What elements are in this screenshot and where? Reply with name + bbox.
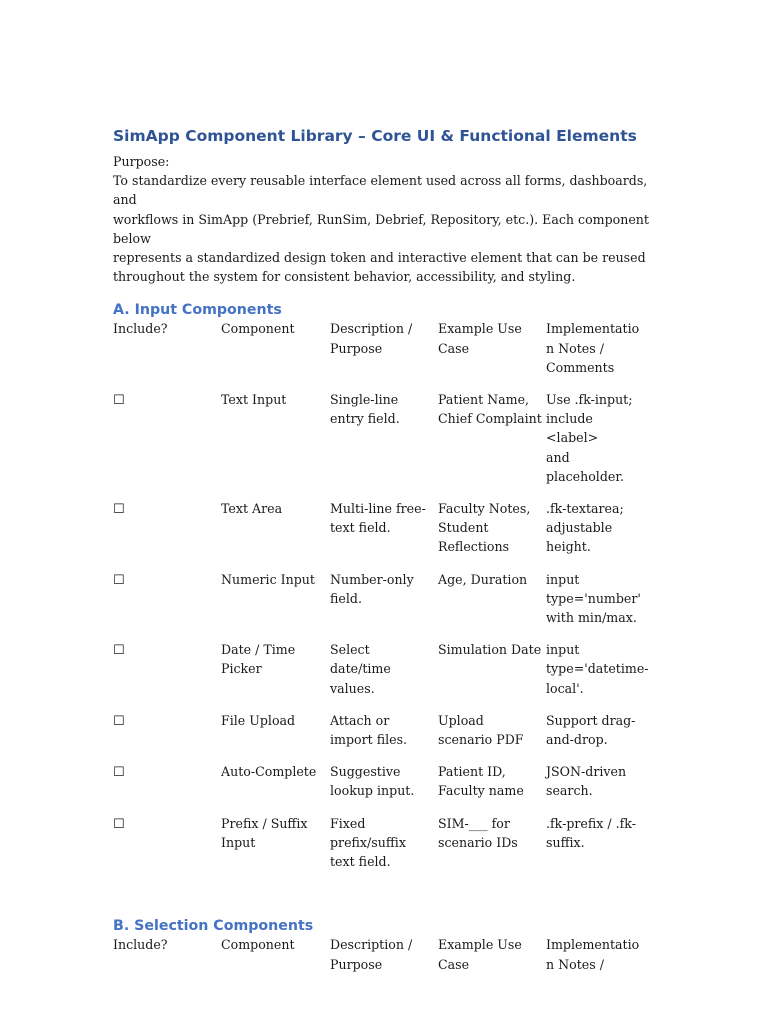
table-cell <box>330 570 438 628</box>
cell-line: with min/max. <box>546 610 637 626</box>
table-cell <box>221 711 330 749</box>
cell-line: .fk-textarea; <box>546 501 624 517</box>
cell-line: File Upload <box>221 712 296 728</box>
include-cell <box>113 711 221 749</box>
cell-line: n Notes / <box>546 956 604 972</box>
table-cell <box>546 390 646 486</box>
cell-line: Comments <box>546 359 615 375</box>
cell-line: Faculty name <box>438 783 524 799</box>
cell-line: Text Input <box>221 392 287 408</box>
cell-line: Upload <box>438 712 484 728</box>
cell-line: Picker <box>221 661 262 677</box>
cell-line: Implementatio <box>546 937 640 953</box>
cell-line: Reflections <box>438 539 510 555</box>
column-header <box>546 935 646 973</box>
table-cell <box>438 640 546 698</box>
include-checkbox[interactable]: ☐ <box>113 713 125 729</box>
include-checkbox[interactable]: ☐ <box>113 393 125 409</box>
cell-line: adjustable <box>546 520 613 536</box>
table-cell <box>438 570 546 628</box>
table-cell <box>221 570 330 628</box>
cell-line: placeholder. <box>546 468 624 484</box>
purpose-paragraph <box>113 171 658 286</box>
purpose-line: throughout the system for consistent behavior, accessibility, and styling. <box>113 269 576 285</box>
cell-line: local'. <box>546 680 584 696</box>
table-cell <box>438 762 546 800</box>
cell-line: and-drop. <box>546 732 608 748</box>
table-cell <box>438 390 546 486</box>
table-cell <box>221 762 330 800</box>
table-cell <box>330 762 438 800</box>
cell-line: lookup input. <box>330 783 415 799</box>
input-components-table <box>113 319 658 871</box>
cell-line: Patient Name, <box>438 392 530 408</box>
cell-line: Include? <box>113 321 168 337</box>
table-cell <box>546 499 646 557</box>
cell-line: Suggestive <box>330 764 401 780</box>
column-header <box>113 935 221 973</box>
cell-line: Date / Time <box>221 642 296 658</box>
cell-line: Select <box>330 642 370 658</box>
column-header <box>221 935 330 973</box>
cell-line: Faculty Notes, <box>438 501 531 517</box>
cell-line: Auto-Complete <box>221 764 317 780</box>
purpose-line: To standardize every reusable interface element used across all forms, dashboards, and <box>113 173 648 208</box>
table-row <box>113 762 658 800</box>
cell-line: field. <box>330 590 362 606</box>
cell-line: input <box>546 642 580 658</box>
cell-line: n Notes / <box>546 340 604 356</box>
cell-line: Case <box>438 956 470 972</box>
cell-line: Description / <box>330 937 413 953</box>
column-header <box>221 319 330 377</box>
include-cell <box>113 640 221 698</box>
table-cell <box>546 711 646 749</box>
table-row <box>113 570 658 628</box>
cell-line: scenario IDs <box>438 834 518 850</box>
table-cell <box>438 814 546 872</box>
cell-line: Attach or <box>330 712 390 728</box>
table-row <box>113 390 658 486</box>
cell-line: Chief Complaint <box>438 411 542 427</box>
table-cell <box>546 640 649 698</box>
section-b-heading: B. Selection Components <box>113 918 314 935</box>
cell-line: Implementatio <box>546 321 640 337</box>
table-cell <box>221 640 330 698</box>
table-header-row <box>113 319 658 377</box>
cell-line: Support drag- <box>546 712 636 728</box>
table-cell <box>221 499 330 557</box>
cell-line: Numeric Input <box>221 571 315 587</box>
table-cell <box>546 570 646 628</box>
table-header-row <box>113 935 658 973</box>
purpose-label: Purpose: <box>113 154 170 169</box>
cell-line: Use .fk-input; <box>546 392 633 408</box>
cell-line: Component <box>221 937 295 953</box>
table-row <box>113 499 658 557</box>
table-cell <box>330 499 438 557</box>
table-cell <box>546 762 646 800</box>
selection-components-table <box>113 935 658 973</box>
cell-line: Example Use <box>438 937 522 953</box>
include-cell <box>113 570 221 628</box>
include-checkbox[interactable]: ☐ <box>113 643 125 659</box>
table-cell <box>221 814 330 872</box>
cell-line: Component <box>221 321 295 337</box>
purpose-line: represents a standardized design token and interactive element that can be reused <box>113 250 646 266</box>
cell-line: type='number' <box>546 590 641 606</box>
column-header <box>330 319 438 377</box>
cell-line: Age, Duration <box>438 571 528 587</box>
cell-line: Include? <box>113 937 168 953</box>
cell-line: .fk-prefix / .fk- <box>546 815 636 831</box>
table-cell <box>330 711 438 749</box>
column-header <box>113 319 221 377</box>
cell-line: Input <box>221 834 256 850</box>
table-row <box>113 814 658 872</box>
cell-line: Purpose <box>330 340 383 356</box>
column-header <box>546 319 646 377</box>
include-cell <box>113 814 221 872</box>
include-cell <box>113 762 221 800</box>
cell-line: text field. <box>330 854 391 870</box>
cell-line: Simulation Date <box>438 642 542 658</box>
cell-line: Case <box>438 340 470 356</box>
cell-line: Prefix / Suffix <box>221 815 308 831</box>
table-row <box>113 640 658 698</box>
table-cell <box>330 814 438 872</box>
cell-line: entry field. <box>330 411 400 427</box>
table-cell <box>330 390 438 486</box>
cell-line: Number-only <box>330 571 414 587</box>
table-cell <box>438 499 546 557</box>
column-header <box>330 935 438 973</box>
table-cell <box>438 711 546 749</box>
cell-line: JSON-driven <box>546 764 627 780</box>
cell-line: Student <box>438 520 489 536</box>
cell-line: Multi-line free- <box>330 501 426 517</box>
cell-line: import files. <box>330 732 408 748</box>
include-cell <box>113 499 221 557</box>
column-header <box>438 935 546 973</box>
cell-line: date/time <box>330 661 391 677</box>
cell-line: input <box>546 571 580 587</box>
include-checkbox[interactable]: ☐ <box>113 816 125 832</box>
section-a-heading: A. Input Components <box>113 302 282 319</box>
document-content <box>113 126 658 974</box>
include-checkbox[interactable]: ☐ <box>113 765 125 781</box>
include-cell <box>113 390 221 486</box>
cell-line: values. <box>330 680 375 696</box>
cell-line: Example Use <box>438 321 522 337</box>
include-checkbox[interactable]: ☐ <box>113 502 125 518</box>
document-title: SimApp Component Library – Core UI & Functional Elements <box>113 127 637 145</box>
cell-line: include <label> <box>546 411 599 446</box>
include-checkbox[interactable]: ☐ <box>113 572 125 588</box>
cell-line: Description / <box>330 321 413 337</box>
cell-line: prefix/suffix <box>330 834 406 850</box>
table-cell <box>221 390 330 486</box>
cell-line: search. <box>546 783 593 799</box>
cell-line: Patient ID, <box>438 764 506 780</box>
cell-line: height. <box>546 539 591 555</box>
cell-line: scenario PDF <box>438 732 524 748</box>
cell-line: Single-line <box>330 392 399 408</box>
cell-line: Fixed <box>330 815 366 831</box>
table-cell <box>546 814 646 872</box>
cell-line: text field. <box>330 520 391 536</box>
cell-line: Purpose <box>330 956 383 972</box>
table-cell <box>330 640 438 698</box>
column-header <box>438 319 546 377</box>
table-row <box>113 711 658 749</box>
cell-line: suffix. <box>546 834 585 850</box>
cell-line: SIM-___ for <box>438 815 510 831</box>
cell-line: Text Area <box>221 501 283 517</box>
purpose-line: workflows in SimApp (Prebrief, RunSim, Debrief, Repository, etc.). Each component below <box>113 211 649 246</box>
cell-line: type='datetime- <box>546 661 649 677</box>
cell-line: and <box>546 449 570 465</box>
